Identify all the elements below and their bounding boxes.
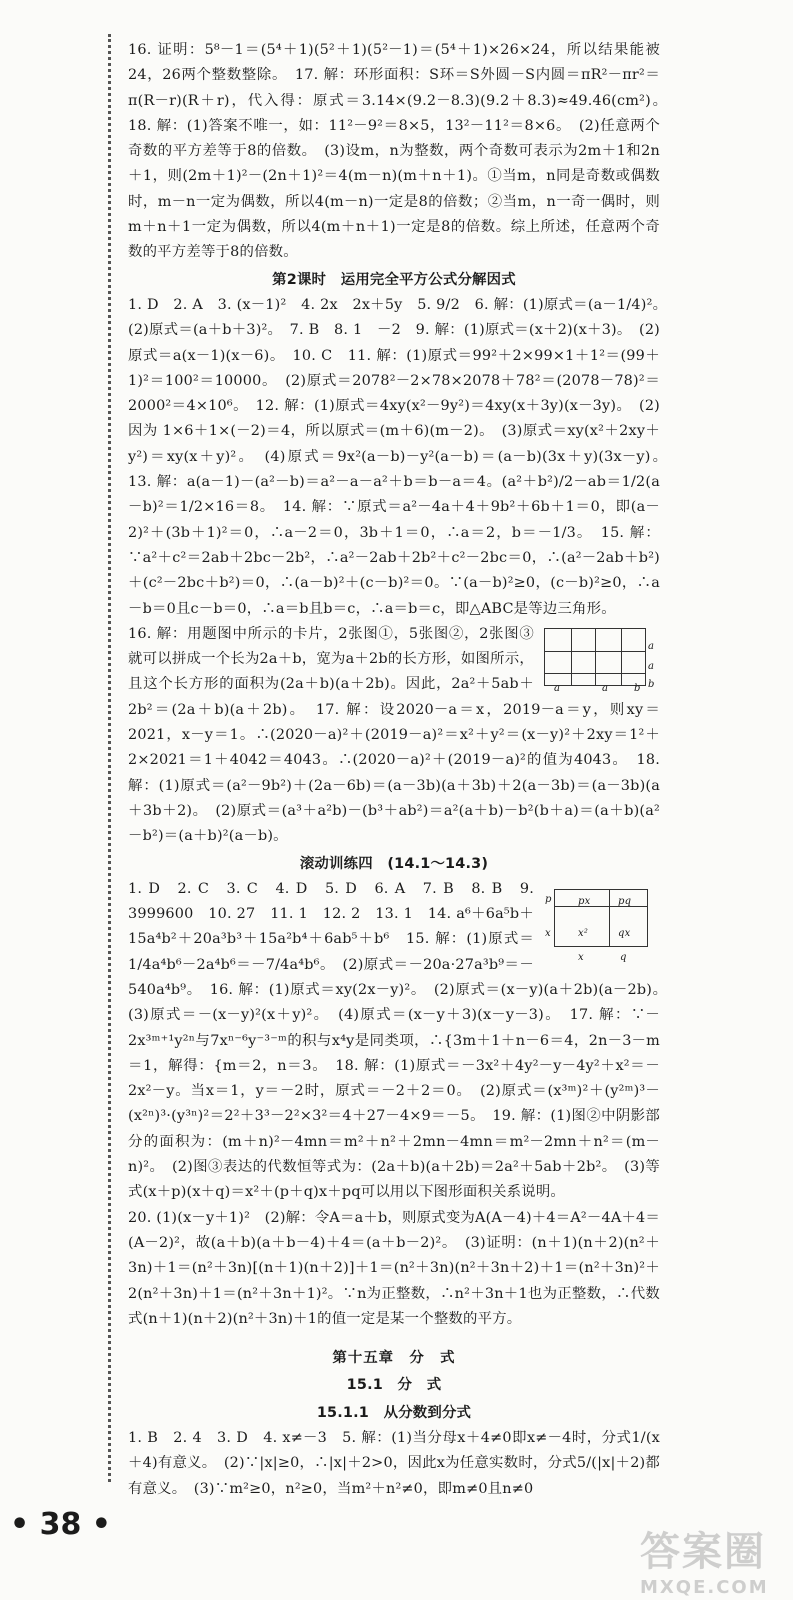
answer-paragraph: 16. 解：用题图中所示的卡片，2张图①，5张图②，2张图③就可以拼成一个长为2a＋b，宽为a＋2b的长方形，如图所示，且这个长方形的面积为(2a＋b)(a＋2b)。因此，2a²＋5ab＋2b²＝(2a＋b)(a＋2b)。 17. 解：设2020－a＝x，2019－a＝y，则xy＝2021，x－y＝1。∴(2020－a)²＋(2019－a)²＝x²＋y²＝(x－y)²＋2xy＝1²＋2×2021＝1＋4042＝4043。∴(2020－a)²＋(2019－a)²的值为4043。 18. 解：(1)原式＝(a²－9b²)＋(2a－6b)＝(a－3b)(a＋3b)＋2(a－3b)＝(a－3b)(a＋3b＋2)。 (2)原式＝(a³＋a²b)－(b³＋ab²)＝a²(a＋b)－b²(b＋a)＝(a＋b)(a²－b²)＝(a＋b)²(a－b)。 — [128, 625, 660, 845]
section-title-lesson2: 第2课时 运用完全平方公式分解因式 — [272, 271, 516, 288]
answer-paragraph: 20. (1)(x－y＋1)² (2)解：令A＝a＋b，则原式变为A(A－4)＋4＝A²－4A＋4＝(A－2)²，故(a＋b)(a＋b－4)＋4＝(a＋b－2)²。 (3)证明：(n＋1)(n＋2)(n²＋3n)＋1＝(n²＋3n)[(n＋1)(n＋2)]＋1＝(n²＋3n)(n²＋3n＋2)＋1＝(n²＋3n)²＋2(n²＋3n)＋1＝(n²＋3n＋1)²。∵n为正整数，∴n²＋3n＋1也为正整数，∴代数式(n＋1)(n＋2)(n²＋3n)＋1的值一定是某一个整数的平方。 — [128, 1209, 660, 1327]
figure-label: a — [648, 660, 655, 672]
figure-label: x² — [578, 927, 589, 939]
answer-paragraph: 1. D 2. A 3. (x－1)² 4. 2x 2x＋5y 5. 9/2 6. 解：(1)原式＝(a－1/4)²。 (2)原式＝(a＋b＋3)²。 7. B 8. 1 －2 9. 解：(1)原式＝(x＋2)(x＋3)。 (2)原式＝a(x－1)(x－6)。 10. C 11. 解：(1)原式＝99²＋2×99×1＋1²＝(99＋1)²＝100²＝10000。 (2)原式＝2078²－2×78×2078＋78²＝(2078－78)²＝2000²＝4×10⁶。 12. 解：(1)原式＝4xy(x²－9y²)＝4xy(x＋3y)(x－3y)。 (2)因为 1×6＋1×(－2)＝4，所以原式＝(m＋6)(m－2)。 (3)原式＝xy(x²＋2xy＋y²)＝xy(x＋y)²。 (4)原式＝9x²(a－b)－y²(a－b)＝(a－b)(3x＋y)(3x－y)。 13. 解：a(a－1)－(a²－b)＝a²－a－a²＋b＝b－a＝4。(a²＋b²)/2－ab＝1/2(a－b)²＝1/2×16＝8。 14. 解：∵原式＝a²－4a＋4＋9b²＋6b＋1＝0，即(a－2)²＋(3b＋1)²＝0，∴a－2＝0，3b＋1＝0，∴a＝2，b＝－1/3。 15. 解：∵a²＋c²＝2ab＋2bc－2b²，∴a²－2ab＋2b²＋c²－2bc＝0，∴(a²－2ab＋b²)＋(c²－2bc＋b²)＝0，∴(a－b)²＋(c－b)²＝0。∵(a－b)²≥0，(c－b)²≥0，∴a－b＝0且c－b＝0，∴a＝b且b＝c，∴a＝b＝c，即△ABC是等边三角形。 — [128, 296, 675, 617]
answer-paragraph: 16. 证明：5⁸－1＝(5⁴＋1)(5²＋1)(5²－1)＝(5⁴＋1)×26×24，所以结果能被24，26两个整数整除。 17. 解：环形面积：S环＝S外圆－S内圆＝πR²－πr²＝π(R－r)(R＋r)，代入得：原式＝3.14×(9.2－8.3)(9.2＋8.3)≈49.46(cm²)。 18. 解：(1)答案不唯一，如：11²－9²＝8×5，13²－11²＝8×6。 (2)任意两个奇数的平方差等于8的倍数。 (3)设m，n为整数，两个奇数可表示为2m＋1和2n＋1，则(2m＋1)²－(2n＋1)²＝4(m－n)(m＋n＋1)。①当m，n同是奇数或偶数时，m－n一定为偶数，所以4(m－n)一定是8的倍数；②当m，n一奇一偶时，则m＋n＋1一定为偶数，所以4(m＋n＋1)一定是8的倍数。综上所述，任意两个奇数的平方差等于8的倍数。 — [128, 42, 675, 261]
left-margin-rule — [108, 34, 111, 1482]
watermark-logo — [640, 1520, 769, 1598]
figure-label: x — [578, 951, 584, 963]
answer-paragraph: 1. D 2. C 3. C 4. D 5. D 6. A 7. B 8. B 9. 3999600 10. 27 11. 1 12. 2 13. 1 14. a⁶＋6a⁵b＋15a⁴b²＋20a³b³＋15a²b⁴＋6ab⁵＋b⁶ 15. 解：(1)原式＝1/4a⁴b⁶－2a⁴b⁶＝－7/4a⁴b⁶。 (2)原式＝－20a·27a³b⁹＝－540a⁴b⁹。 16. 解：(1)原式＝xy(2x－y)²。 (2)原式＝(x－y)(a＋2b)(a－2b)。 (3)原式＝－(x－y)²(x＋y)²。 (4)原式＝(x－y＋3)(x－y－3)。 17. 解：∵－2x³ᵐ⁺¹y²ⁿ与7xⁿ⁻⁶y⁻³⁻ᵐ的积与x⁴y是同类项，∴{3m＋1＋n－6＝4，2n－3－m＝1，解得：{m＝2，n＝3。 18. 解：(1)原式＝－3x²＋4y²－y－4y²＋x²＝－2x²－y。当x＝1，y＝－2时，原式＝－2＋2＝0。 (2)原式＝(x³ᵐ)²＋(y²ᵐ)³－(x²ⁿ)³·(y³ⁿ)²＝2²＋3³－2²×3²＝4＋27－4×9＝－5。 19. 解：(1)图②中阴影部分的面积为：(m＋n)²－4mn＝m²＋n²＋2mn－4mn＝m²－2mn＋n²＝(m－n)²。 (2)图③表达的代数恒等式为：(2a＋b)(a＋2b)＝2a²＋5ab＋2b²。 (3)等式(x＋p)(x＋q)＝x²＋(p＋q)x＋pq可以用以下图形面积关系说明。 — [128, 880, 675, 1201]
figure-label: q — [620, 951, 627, 963]
rectangle-tiling-figure — [542, 626, 660, 694]
section-title-15-1: 15.1 分 式 — [346, 1377, 442, 1394]
area-identity-figure — [544, 883, 656, 963]
area-box — [554, 889, 648, 947]
figure-label: pq — [618, 895, 632, 907]
figure-label: b — [634, 682, 641, 694]
figure-label: qx — [618, 927, 631, 939]
page-number: • 38 • — [10, 1507, 111, 1542]
figure-label: a — [648, 640, 655, 652]
figure-label: b — [648, 678, 655, 690]
figure-label: px — [578, 895, 591, 907]
chapter-title: 第十五章 分 式 — [332, 1350, 456, 1367]
figure-label: a — [554, 682, 561, 694]
watermark-url: MXQE.COM — [640, 1577, 769, 1598]
answer-paragraph: 1. B 2. 4 3. D 4. x≠－3 5. 解：(1)当分母x＋4≠0即x≠－4时，分式1/(x＋4)有意义。 (2)∵|x|≥0，∴|x|＋2>0，因此x为任意实数时，分式5/(|x|＋2)都有意义。 (3)∵m²≥0，n²≥0，当m²＋n²≠0，即m≠0且n≠0 — [128, 1430, 660, 1497]
section-title-15-1-1: 15.1.1 从分数到分式 — [316, 1404, 472, 1421]
answer-content — [128, 38, 675, 1502]
watermark-text: 答案圈 — [640, 1529, 766, 1575]
figure-label: x — [545, 927, 551, 939]
section-title-review: 滚动训练四 (14.1～14.3) — [299, 855, 489, 872]
figure-label: a — [602, 682, 609, 694]
figure-label: p — [545, 893, 552, 905]
